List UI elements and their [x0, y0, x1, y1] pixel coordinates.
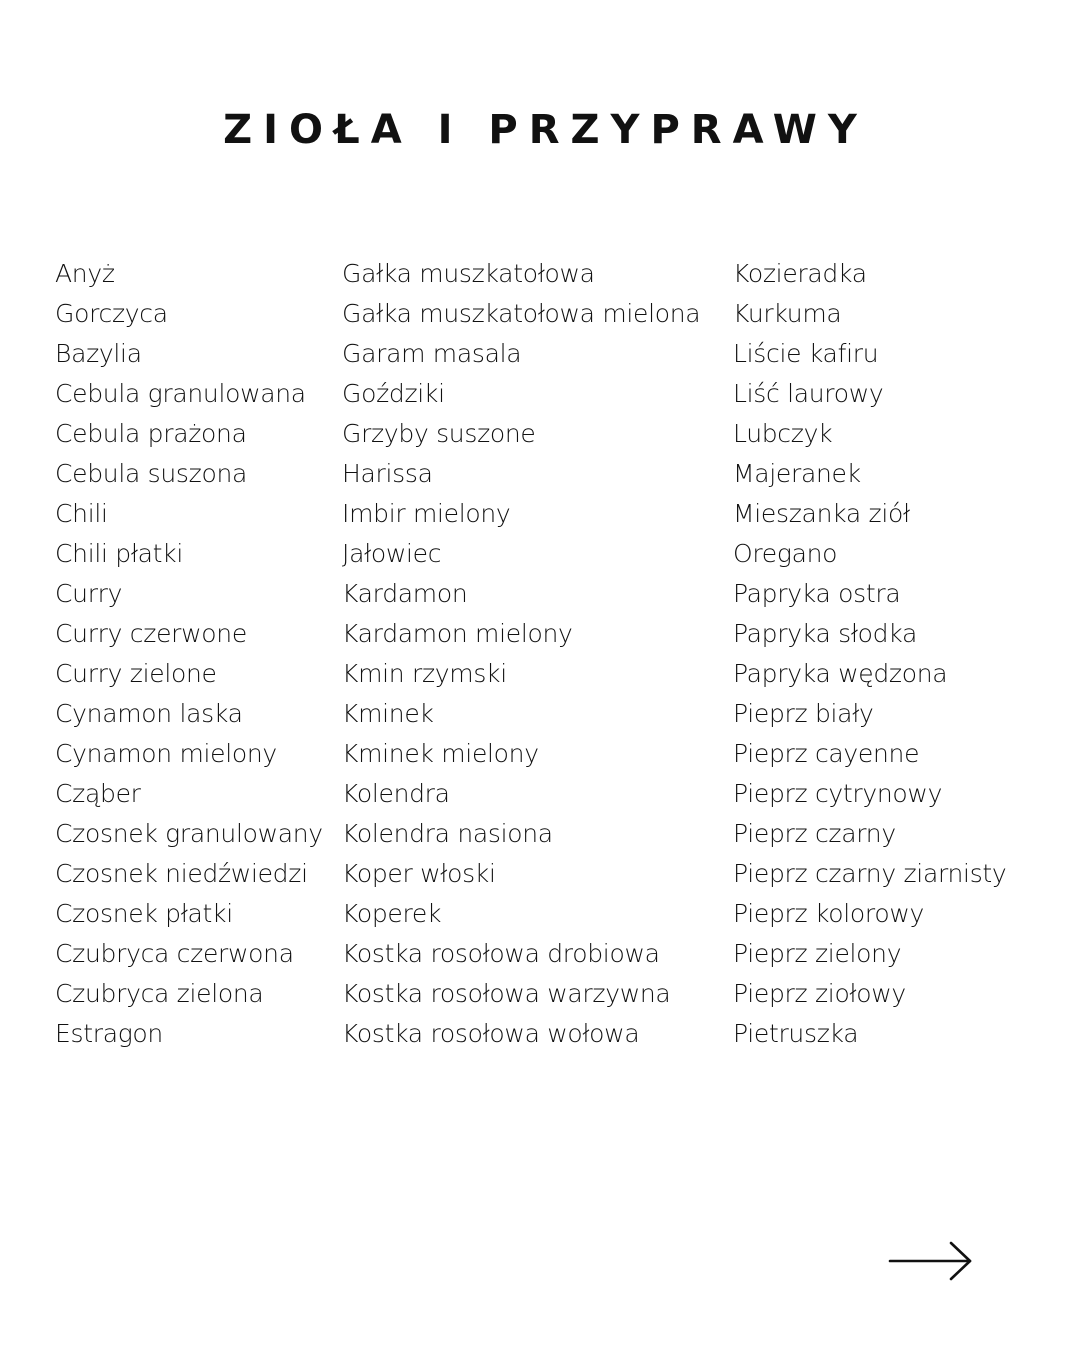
spice-list-item: Kostka rosołowa wołowa — [342, 1019, 640, 1048]
spice-list-item: Mieszanka ziół — [733, 499, 910, 528]
spice-list-item: Cynamon laska — [55, 699, 243, 728]
spice-list-item: Papryka wędzona — [733, 659, 948, 688]
spice-list-item: Estragon — [55, 1019, 163, 1048]
spice-list-item: Lubczyk — [733, 419, 833, 448]
spice-list-item: Curry zielone — [55, 659, 217, 688]
spice-list-item: Kmin rzymski — [342, 659, 507, 688]
spice-list-item: Kurkuma — [733, 299, 842, 328]
spice-list-item: Kardamon mielony — [342, 619, 573, 648]
spice-list-item: Kminek — [342, 699, 434, 728]
spice-list-item: Czosnek płatki — [55, 899, 233, 928]
spice-list-item: Cebula granulowana — [55, 379, 306, 408]
spice-list-item: Czosnek granulowany — [55, 819, 323, 848]
arrow-right-icon — [888, 1240, 976, 1282]
spice-list-item: Chili — [55, 499, 108, 528]
spice-list-item: Pieprz czarny — [733, 819, 896, 848]
spice-list-item: Oregano — [733, 539, 838, 568]
spice-list-column-2 — [342, 254, 700, 1054]
spice-list-item: Liście kafiru — [733, 339, 879, 368]
spice-list-item: Czubryca czerwona — [55, 939, 294, 968]
spice-list-item: Czosnek niedźwiedzi — [55, 859, 308, 888]
spice-list-item: Jałowiec — [342, 539, 442, 568]
spice-list-item: Curry czerwone — [55, 619, 247, 648]
spice-list-item: Pieprz ziołowy — [733, 979, 906, 1008]
spice-list-item: Cebula prażona — [55, 419, 247, 448]
spice-list-item: Papryka ostra — [733, 579, 901, 608]
spice-list-item: Bazylia — [55, 339, 142, 368]
spice-list-item: Pieprz biały — [733, 699, 874, 728]
spice-list-item: Kolendra — [342, 779, 450, 808]
spice-list-item: Pieprz cytrynowy — [733, 779, 943, 808]
spice-list-item: Gałka muszkatołowa mielona — [342, 299, 701, 328]
spice-list-item: Goździki — [342, 379, 445, 408]
spice-list-item: Garam masala — [342, 339, 522, 368]
spice-list-item: Papryka słodka — [733, 619, 917, 648]
spice-list-item: Cebula suszona — [55, 459, 248, 488]
spice-list-item: Kolendra nasiona — [342, 819, 553, 848]
spice-list-item: Gorczyca — [55, 299, 168, 328]
spice-list-item: Curry — [55, 579, 123, 608]
spice-list-item: Chili płatki — [55, 539, 184, 568]
spice-list-item: Koperek — [342, 899, 442, 928]
spice-list-item: Kostka rosołowa drobiowa — [342, 939, 660, 968]
spice-list-item: Kardamon — [342, 579, 468, 608]
spice-list-item: Pieprz cayenne — [733, 739, 920, 768]
next-arrow-button[interactable] — [888, 1240, 976, 1282]
spice-list-item: Pieprz zielony — [733, 939, 902, 968]
spice-list-column-3 — [733, 254, 1006, 1054]
spice-list-column-1 — [55, 254, 323, 1054]
spice-list-item: Czubryca zielona — [55, 979, 264, 1008]
spice-list-item: Imbir mielony — [342, 499, 511, 528]
spice-list-item: Cynamon mielony — [55, 739, 277, 768]
spice-list-item: Majeranek — [733, 459, 861, 488]
spice-list-item: Pieprz kolorowy — [733, 899, 924, 928]
spice-list-item: Grzyby suszone — [342, 419, 536, 448]
spice-list-item: Liść laurowy — [733, 379, 884, 408]
spice-list-item: Pieprz czarny ziarnisty — [733, 859, 1007, 888]
spice-list-item: Harissa — [342, 459, 433, 488]
spice-list-item: Cząber — [55, 779, 141, 808]
spice-list-item: Gałka muszkatołowa — [342, 259, 595, 288]
spice-list-item: Kozieradka — [733, 259, 867, 288]
page-title: ZIOŁA I PRZYPRAWY — [223, 107, 868, 153]
spice-list-item: Koper włoski — [342, 859, 496, 888]
spice-list-item: Pietruszka — [733, 1019, 859, 1048]
spice-list-item: Kminek mielony — [342, 739, 539, 768]
spice-list-item: Kostka rosołowa warzywna — [342, 979, 671, 1008]
spice-list-item: Anyż — [55, 259, 115, 288]
